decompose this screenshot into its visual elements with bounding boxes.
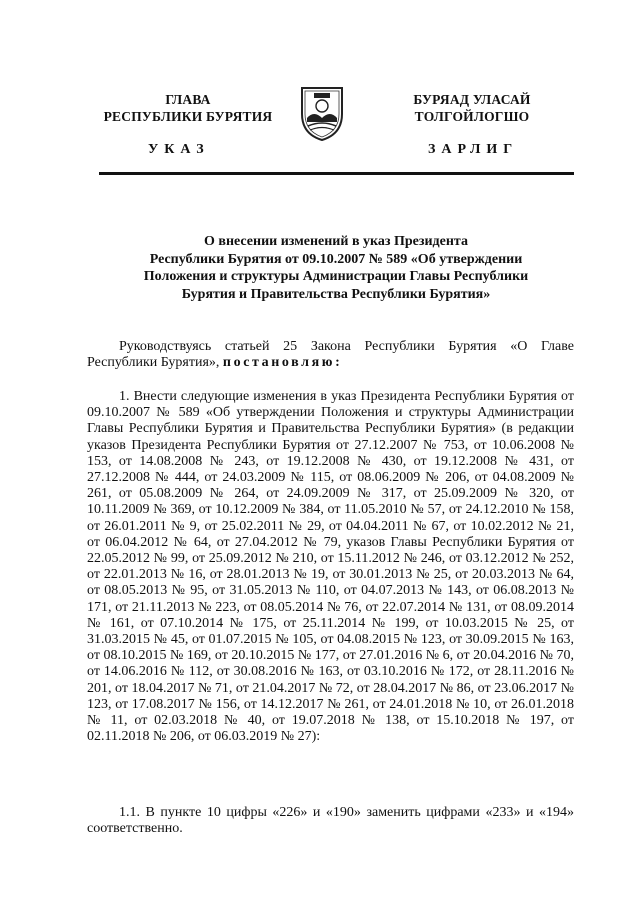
preamble-decision-word: постановляю: — [222, 355, 343, 371]
header-right — [372, 91, 572, 125]
preamble-text: Руководствуясь статьей 25 Закона Республики Бурятия «О Главе Республики Бурятия», — [87, 339, 574, 371]
header-left — [88, 91, 288, 125]
coat-of-arms-emblem-icon — [294, 84, 350, 142]
decree-label-bua: ЗАРЛИГ — [428, 142, 519, 157]
title-line-3: Положения и структуры Администрации Главы Республики — [143, 269, 529, 284]
header-left-line-2: РЕСПУБЛИКИ БУРЯТИЯ — [103, 109, 273, 124]
header-right-line-1: БУРЯАД УЛАСАЙ — [413, 92, 531, 107]
header-left-line-1: ГЛАВА — [165, 92, 211, 107]
item-1-paragraph: 1. Внести следующие изменения в указ Президента Республики Бурятия от 09.10.2007 № 589 «Об утверждении Положения и структуры Администрации Главы Республики Бурятия и Правительства Республики Бурятия» (в редакции указов Президента Республики Бурятия от 27.12.2007 № 753, от 10.06.2008 № 153, от 14.08.2008 № 243, от 19.12.2008 № 430, от 19.12.2008 № 431, от 27.12.2008 № 444, от 24.03.2009 № 115, от 08.06.2009 № 206, от 04.08.2009 № 261, от 05.08.2009 № 264, от 24.09.2009 № 317, от 25.09.2009 № 320, от 10.11.2009 № 369, от 10.12.2009 № 384, от 11.05.2010 № 57, от 24.12.2010 № 158, от 26.01.2011 № 9, от 25.02.2011 № 29, от 04.04.2011 № 67, от 10.02.2012 № 21, от 06.04.2012 № 64, от 27.04.2012 № 79, указов Главы Республики Бурятия от 22.05.2012 № 99, от 25.09.2012 № 210, от 15.11.2012 № 246, от 03.12.2012 № 252, от 22.01.2013 № 16, от 28.01.2013 № 19, от 30.01.2013 № 25, от 20.03.2013 № 64, от 08.05.2013 № 95, от 31.05.2013 № 110, от 04.07.2013 № 143, от 06.08.2013 № 171, от 21.11.2013 № 223, от 08.05.2014 № 76, от 22.07.2014 № 131, от 08.09.2014 № 161, от 07.10.2014 № 175, от 25.11.2014 № 199, от 10.03.2015 № 25, от 31.03.2015 № 45, от 01.07.2015 № 105, от 04.08.2015 № 123, от 30.09.2015 № 163, от 08.10.2015 № 169, от 20.10.2015 № 177, от 27.01.2016 № 6, от 20.04.2016 № 70, от 14.06.2016 № 112, от 30.08.2016 № 163, от 03.10.2016 № 172, от 28.11.2016 № 201, от 18.04.2017 № 71, от 21.04.2017 № 72, от 28.04.2017 № 86, от 23.06.2017 № 123, от 17.08.2017 № 156, от 14.12.2017 № 261, от 24.01.2018 № 10, от 26.01.2018 № 11, от 02.03.2018 № 40, от 19.07.2018 № 138, от 15.10.2018 № 197, от 02.11.2018 № 206, от 06.03.2019 № 27): — [87, 389, 574, 745]
header-right-line-2: ТОЛГОЙЛОГШО — [414, 109, 530, 124]
document-title — [100, 233, 572, 303]
decree-label-ru: УКАЗ — [148, 142, 210, 157]
title-line-4: Бурятия и Правительства Республики Бурятия» — [181, 286, 491, 302]
preamble-paragraph — [87, 339, 574, 371]
header-divider — [99, 172, 574, 175]
title-line-1: О внесении изменений в указ Президента — [204, 234, 468, 249]
title-line-2: Республики Бурятия от 09.10.2007 № 589 «Об утверждении — [149, 251, 523, 267]
item-1-1-paragraph: 1.1. В пункте 10 цифры «226» и «190» заменить цифрами «233» и «194» соответственно. — [87, 805, 574, 837]
